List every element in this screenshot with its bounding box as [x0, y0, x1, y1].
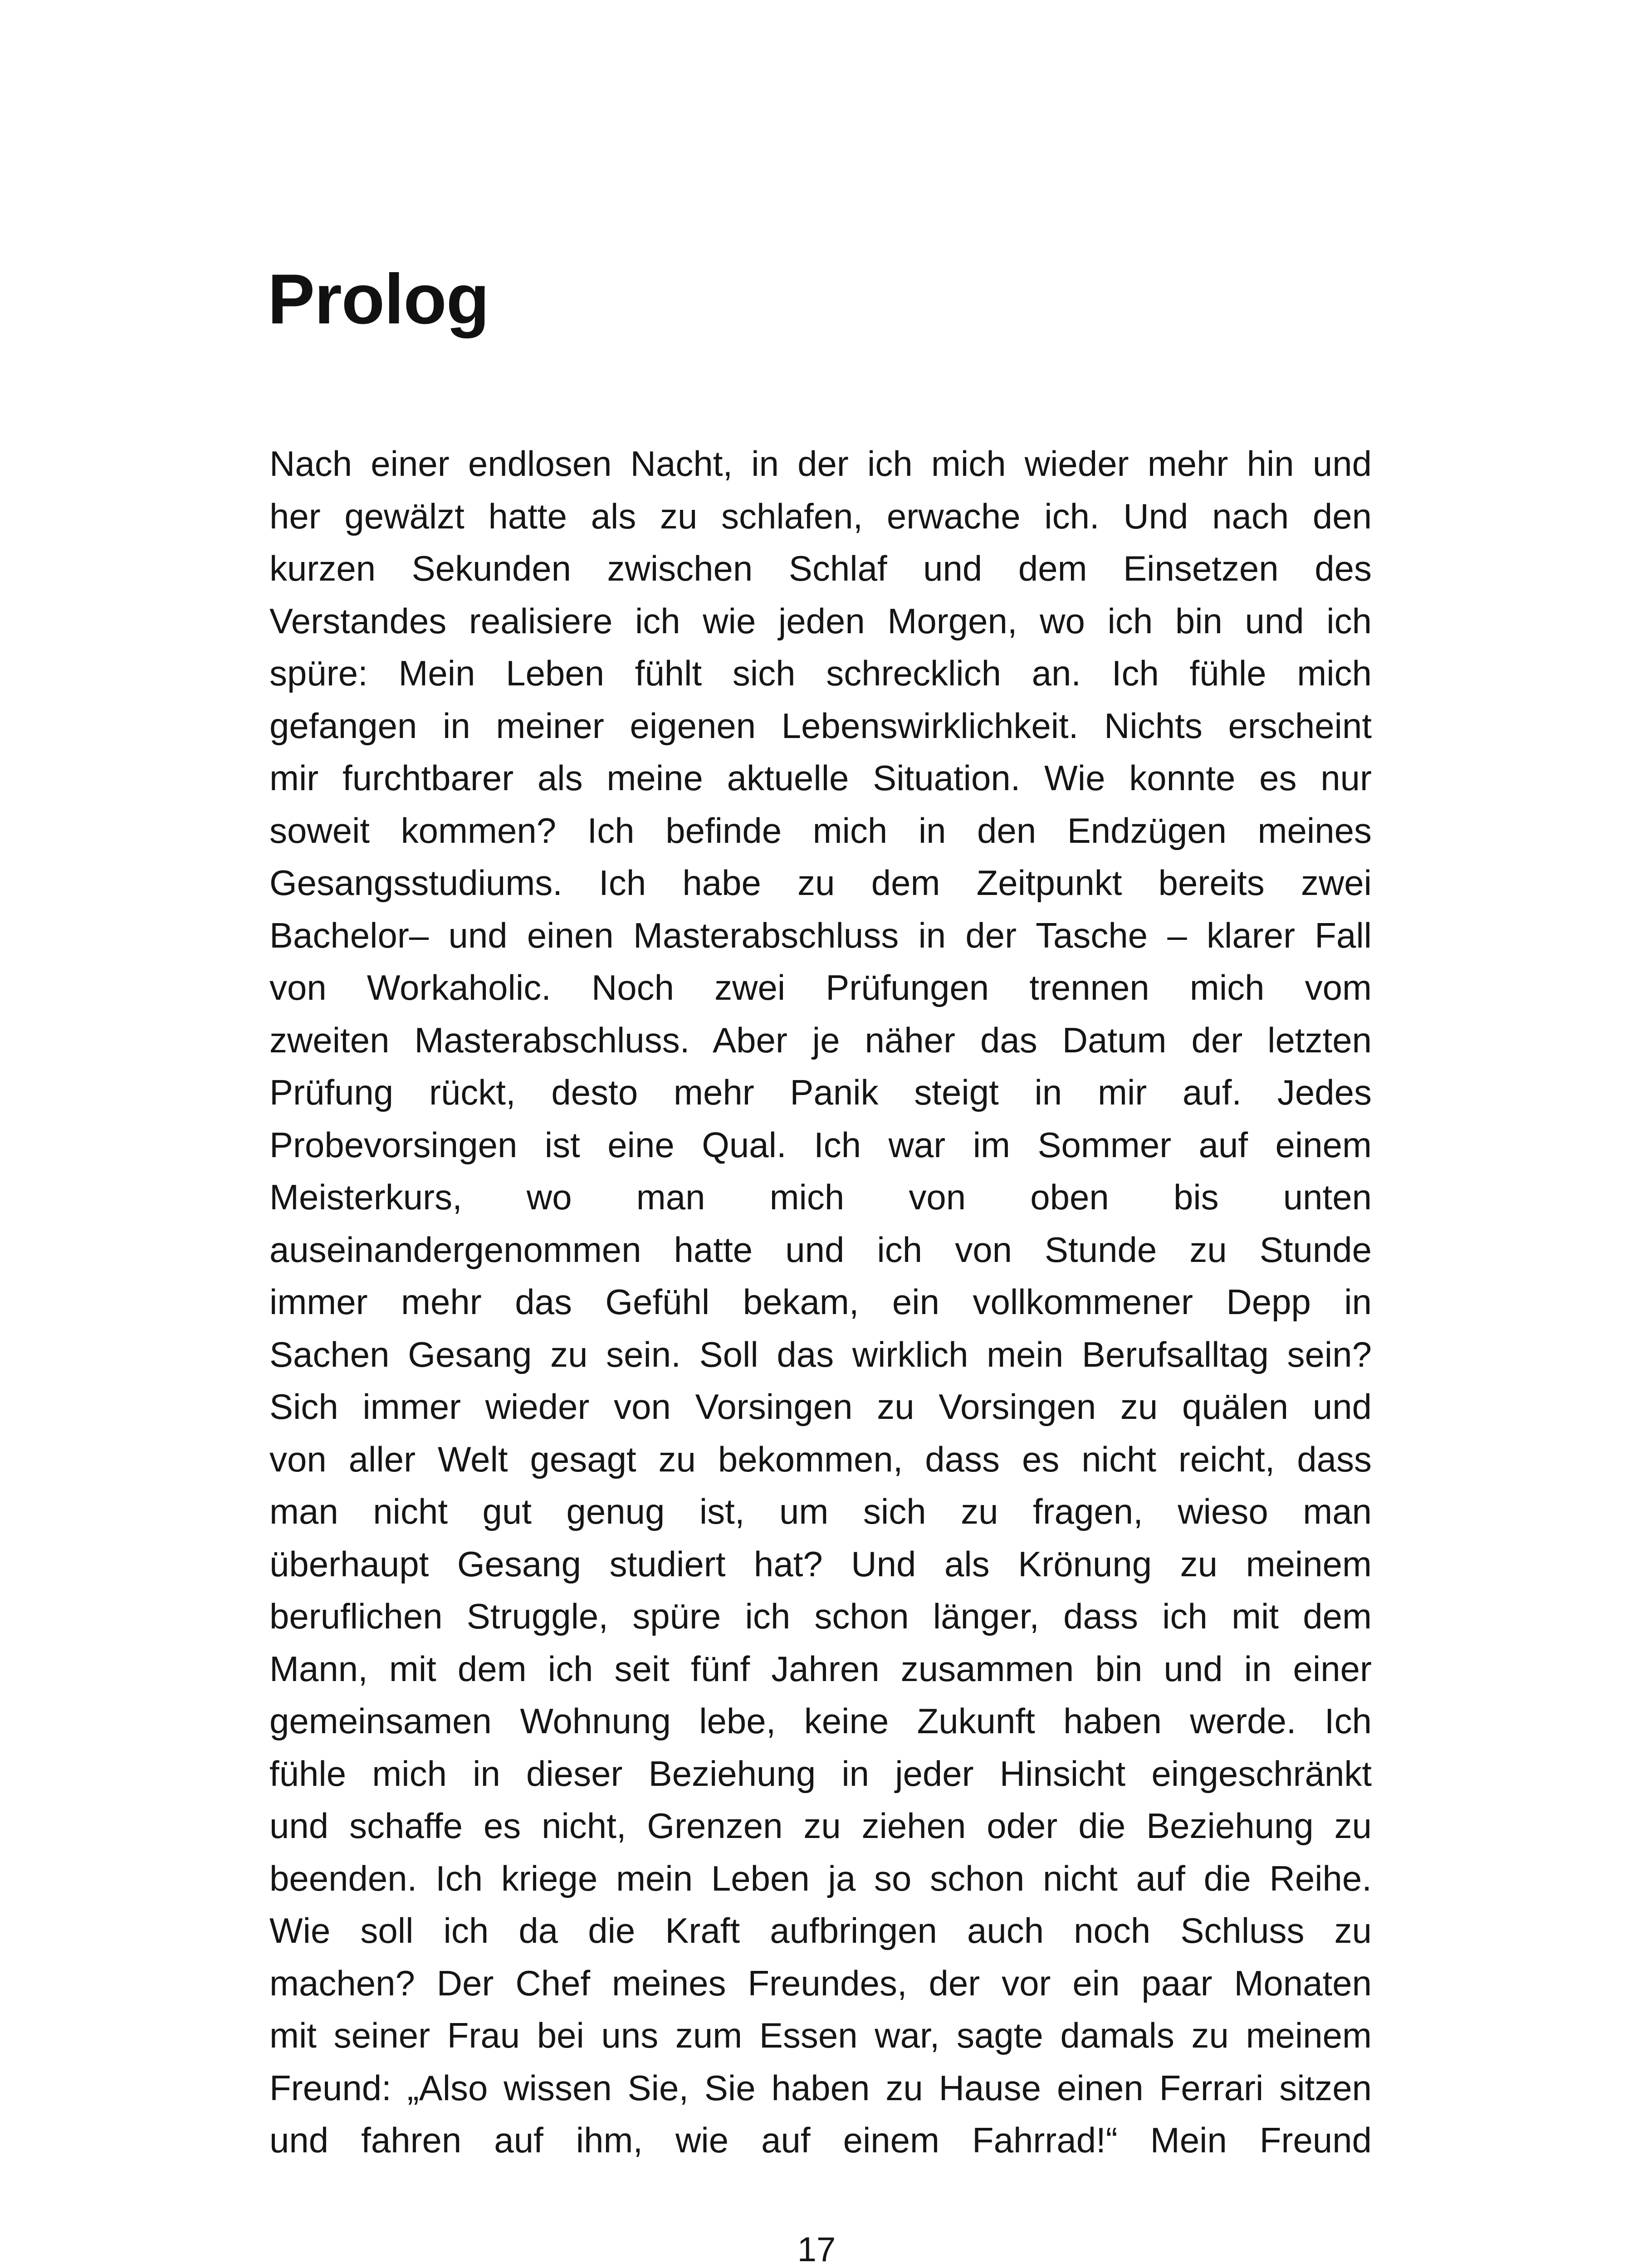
text-line-8: soweit kommen? Ich befinde mich in den Endzügen meines — [269, 810, 1372, 850]
text-line-28: beenden. Ich kriege mein Leben ja so schon nicht auf die Reihe. — [269, 1858, 1372, 1898]
text-line-5: spüre: Mein Leben fühlt sich schrecklich an. Ich fühle mich — [269, 653, 1372, 693]
text-line-17: immer mehr das Gefühl bekam, ein vollkommener Depp in — [269, 1282, 1372, 1322]
text-line-6: gefangen in meiner eigenen Lebenswirklichkeit. Nichts erscheint — [269, 705, 1372, 746]
text-line-29: Wie soll ich da die Kraft aufbringen auch noch Schluss zu — [269, 1911, 1372, 1950]
text-line-19: Sich immer wieder von Vorsingen zu Vorsingen zu quälen und — [269, 1387, 1372, 1427]
text-line-11: von Workaholic. Noch zwei Prüfungen trennen mich vom — [269, 968, 1372, 1007]
text-line-23: beruflichen Struggle, spüre ich schon länger, dass ich mit dem — [269, 1596, 1372, 1636]
text-line-12: zweiten Masterabschluss. Aber je näher das Datum der letzten — [269, 1020, 1372, 1060]
text-line-33: und fahren auf ihm, wie auf einem Fahrrad!“ Mein Freund — [269, 2120, 1372, 2160]
text-line-14: Probevorsingen ist eine Qual. Ich war im Sommer auf einem — [269, 1124, 1372, 1165]
chapter-title: Prolog — [268, 260, 489, 339]
text-line-25: gemeinsamen Wohnung lebe, keine Zukunft haben werde. Ich — [269, 1701, 1372, 1741]
text-line-26: fühle mich in dieser Beziehung in jeder Hinsicht eingeschränkt — [269, 1753, 1372, 1794]
text-line-30: machen? Der Chef meines Freundes, der vor ein paar Monaten — [269, 1963, 1372, 2003]
text-line-2: her gewälzt hatte als zu schlafen, erwache ich. Und nach den — [269, 496, 1372, 536]
text-line-31: mit seiner Frau bei uns zum Essen war, sagte damals zu meinem — [269, 2015, 1372, 2055]
text-line-27: und schaffe es nicht, Grenzen zu ziehen oder die Beziehung zu — [269, 1806, 1372, 1846]
body-text — [269, 438, 1372, 2167]
page-number: 17 — [797, 2230, 836, 2268]
text-line-22: überhaupt Gesang studiert hat? Und als Krönung zu meinem — [269, 1544, 1372, 1584]
text-line-3: kurzen Sekunden zwischen Schlaf und dem Einsetzen des — [269, 548, 1372, 588]
text-line-24: Mann, mit dem ich seit fünf Jahren zusammen bin und in einer — [269, 1648, 1372, 1689]
text-line-15: Meisterkurs, wo man mich von oben bis unten — [269, 1177, 1372, 1217]
text-line-4: Verstandes realisiere ich wie jeden Morgen, wo ich bin und ich — [269, 601, 1372, 641]
text-line-7: mir furchtbarer als meine aktuelle Situation. Wie konnte es nur — [269, 758, 1372, 798]
text-line-32: Freund: „Also wissen Sie, Sie haben zu Hause einen Ferrari sitzen — [269, 2068, 1372, 2108]
text-line-10: Bachelor– und einen Masterabschluss in der Tasche – klarer Fall — [269, 915, 1372, 955]
text-line-9: Gesangsstudiums. Ich habe zu dem Zeitpunkt bereits zwei — [269, 863, 1372, 903]
text-line-13: Prüfung rückt, desto mehr Panik steigt in mir auf. Jedes — [269, 1072, 1372, 1112]
text-line-18: Sachen Gesang zu sein. Soll das wirklich mein Berufsalltag sein? — [269, 1334, 1372, 1374]
text-line-1: Nach einer endlosen Nacht, in der ich mich wieder mehr hin und — [269, 444, 1372, 484]
text-line-21: man nicht gut genug ist, um sich zu fragen, wieso man — [269, 1491, 1372, 1531]
text-line-20: von aller Welt gesagt zu bekommen, dass es nicht reicht, dass — [269, 1439, 1372, 1479]
text-line-16: auseinandergenommen hatte und ich von Stunde zu Stunde — [269, 1229, 1372, 1270]
